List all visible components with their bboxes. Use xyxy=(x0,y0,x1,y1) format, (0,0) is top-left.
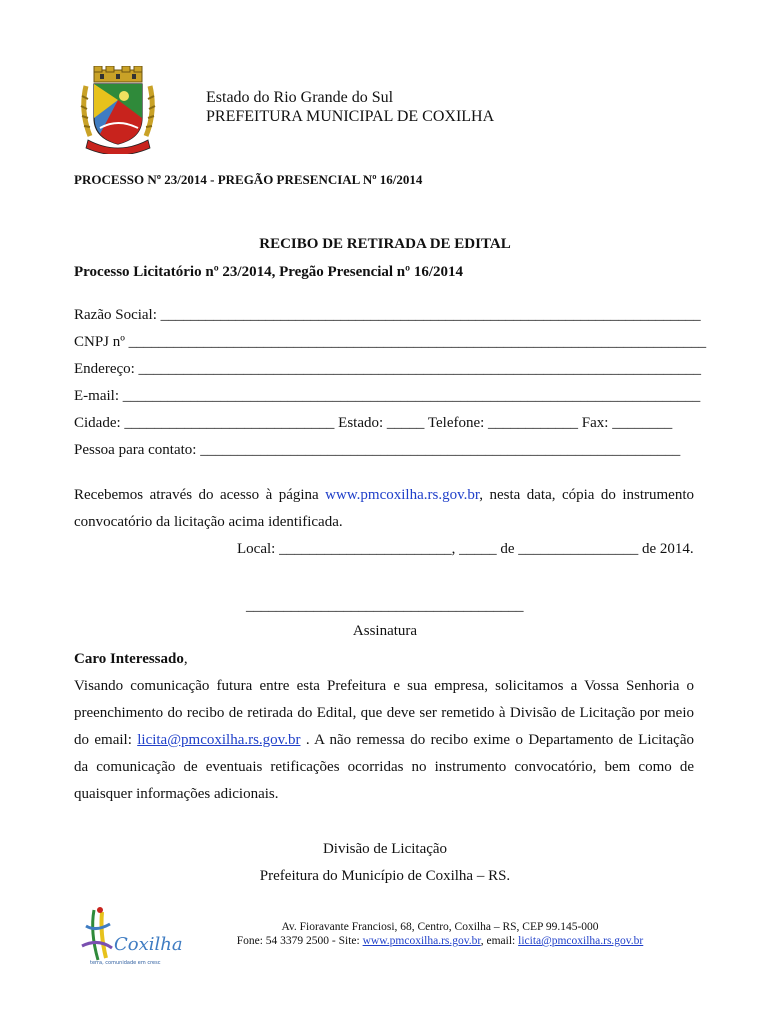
field-cnpj: CNPJ nº _____________________________________________________________________________ xyxy=(74,334,707,350)
receipt-title: RECIBO DE RETIRADA DE EDITAL xyxy=(259,236,511,252)
received-text-before: Recebemos através do acesso à página xyxy=(74,487,326,503)
footer-email-link[interactable]: licita@pmcoxilha.rs.gov.br xyxy=(518,935,644,947)
receipt-subtitle: Processo Licitatório nº 23/2014, Pregão Presencial nº 16/2014 xyxy=(74,264,464,280)
letter-line-4: da comunicação de eventuais retificações ocorridas no instrumento convocatório, bem como de xyxy=(74,759,694,775)
greeting-comma: , xyxy=(183,651,188,667)
letter-email-prefix: do email: xyxy=(74,732,138,748)
letter-line-2: preenchimento do recibo de retirada do Edital, que deve ser remetido à Divisão de Licitação por meio xyxy=(74,705,694,721)
closing-prefecture: Prefeitura do Município de Coxilha – RS. xyxy=(259,868,511,884)
field-endereco: Endereço: ___________________________________________________________________________ xyxy=(74,361,702,377)
footer-phone: Fone: 54 3379 2500 - Site: xyxy=(236,935,363,947)
received-site-link[interactable]: www.pmcoxilha.rs.gov.br xyxy=(325,487,480,503)
letter-greeting xyxy=(74,650,188,668)
letter-line-3 xyxy=(74,731,694,749)
letter-line-1: Visando comunicação futura entre esta Prefeitura e sua empresa, solicitamos a Vossa Senhoria o xyxy=(74,678,694,694)
footer-email-label: , email: xyxy=(480,935,519,947)
logo-tagline: terra, comunidade em cresc xyxy=(90,960,161,966)
signature-label: Assinatura xyxy=(352,623,418,639)
letter-line-5: quaisquer informações adicionais. xyxy=(74,786,279,802)
logo-wordmark: Coxilha xyxy=(114,934,182,955)
field-cidade-estado-telefone-fax: Cidade: ____________________________ Estado: _____ Telefone: ____________ Fax: ________ xyxy=(74,415,673,431)
field-razao-social: Razão Social: ________________________________________________________________________ xyxy=(74,307,701,323)
header-prefecture-name: PREFEITURA MUNICIPAL DE COXILHA xyxy=(206,108,495,125)
received-statement-line2: convocatório da licitação acima identificada. xyxy=(74,514,343,530)
field-email: E-mail: _____________________________________________________________________________ xyxy=(74,388,701,404)
process-title: PROCESSO Nº 23/2014 - PREGÃO PRESENCIAL Nº 16/2014 xyxy=(74,172,423,187)
closing-division: Divisão de Licitação xyxy=(322,841,448,857)
letter-email-suffix: . A não remessa do recibo exime o Departamento de Licitação xyxy=(300,732,694,748)
footer-site-link[interactable]: www.pmcoxilha.rs.gov.br xyxy=(362,935,481,947)
greeting-text: Caro Interessado xyxy=(74,651,184,667)
coxilha-footer-logo xyxy=(72,902,182,968)
received-text-after: , nesta data, cópia do instrumento xyxy=(479,487,694,503)
field-pessoa-contato: Pessoa para contato: ________________________________________________________________ xyxy=(74,442,681,458)
footer-address: Av. Fioravante Franciosi, 68, Centro, Coxilha – RS, CEP 99.145-000 xyxy=(281,921,599,933)
signature-line: _____________________________________ xyxy=(246,598,524,614)
header-state-name: Estado do Rio Grande do Sul xyxy=(206,89,394,106)
coat-of-arms-logo xyxy=(76,66,160,154)
local-date-line: Local: _______________________, _____ de ________________ de 2014. xyxy=(237,541,694,557)
letter-email-link[interactable]: licita@pmcoxilha.rs.gov.br xyxy=(137,732,301,748)
received-statement-line1 xyxy=(74,486,694,504)
footer-contact xyxy=(205,934,675,948)
